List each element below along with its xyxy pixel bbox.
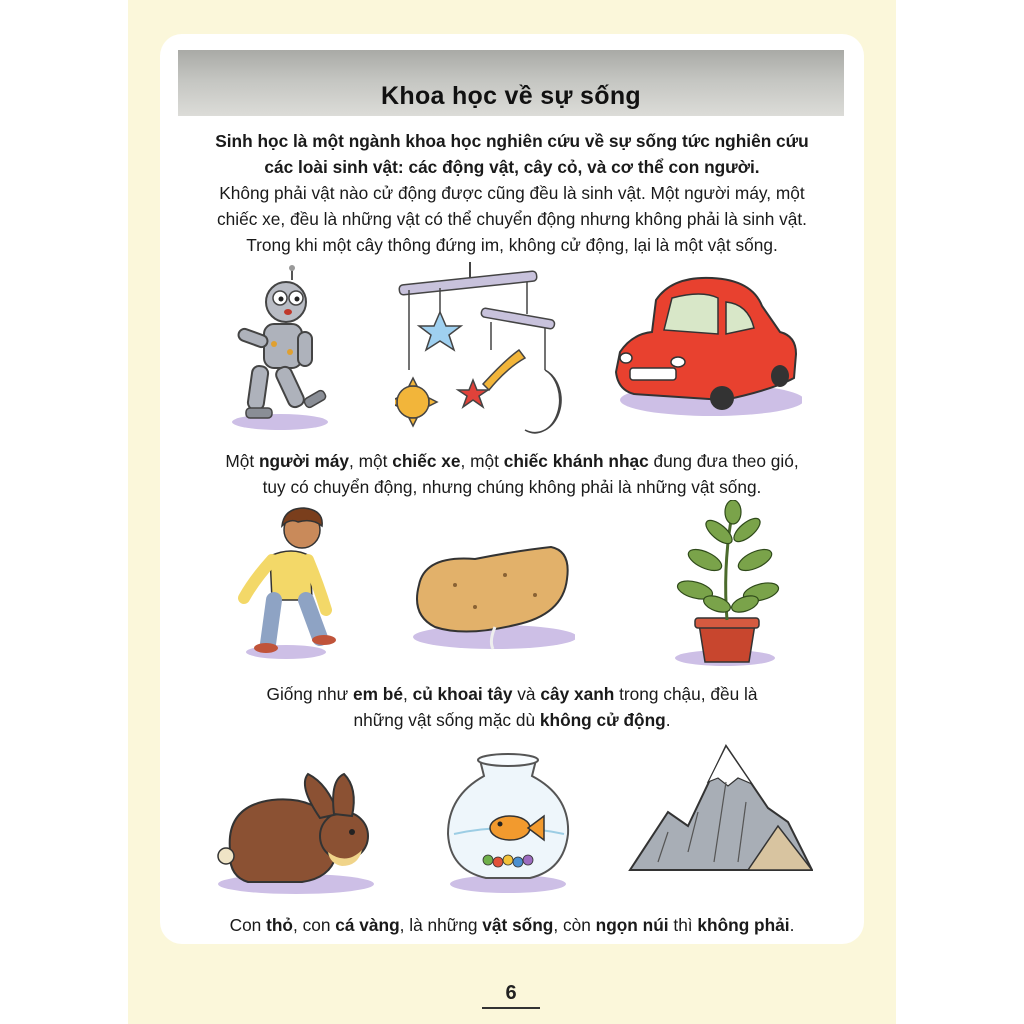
page-title: Khoa học về sự sống (381, 81, 641, 110)
rabbit-illustration (212, 770, 377, 895)
boy-illustration (236, 500, 336, 660)
caption-row-2: Giống như em bé, củ khoai tây và cây xanh trong chậu, đều là những vật sống mặc dù không cử động. (266, 684, 758, 730)
mobile-illustration (395, 262, 565, 437)
intro-line: các loài sinh vật: các động vật, cây cỏ, và cơ thể con người. (264, 157, 760, 177)
body-paragraph (160, 180, 864, 258)
intro-paragraph (160, 128, 864, 180)
intro-line: Sinh học là một ngành khoa học nghiên cứu về sự sống tức nghiên cứu (215, 131, 809, 151)
potato-illustration (405, 545, 575, 655)
title-bar (178, 50, 844, 116)
potted-plant-illustration (665, 500, 790, 670)
caption-row-1: Một người máy, một chiếc xe, một chiếc khánh nhạc đung đưa theo gió, tuy có chuyển động, nhưng chúng không phải là những vật sống. (225, 451, 799, 497)
mountain-illustration (628, 742, 813, 882)
body-line: chiếc xe, đều là những vật có thể chuyển động nhưng không phải là sinh vật. (217, 209, 807, 229)
car-illustration (612, 272, 802, 422)
body-line: Không phải vật nào cử động được cũng đều là sinh vật. Một người máy, một (219, 183, 805, 203)
caption-row-3: Con thỏ, con cá vàng, là những vật sống, còn ngọn núi thì không phải. (229, 915, 795, 935)
fishbowl-illustration (440, 750, 575, 895)
body-line: Trong khi một cây thông đứng im, không cử động, lại là một vật sống. (246, 235, 778, 255)
page-number: 6 (482, 982, 540, 1009)
robot-illustration (220, 262, 340, 437)
